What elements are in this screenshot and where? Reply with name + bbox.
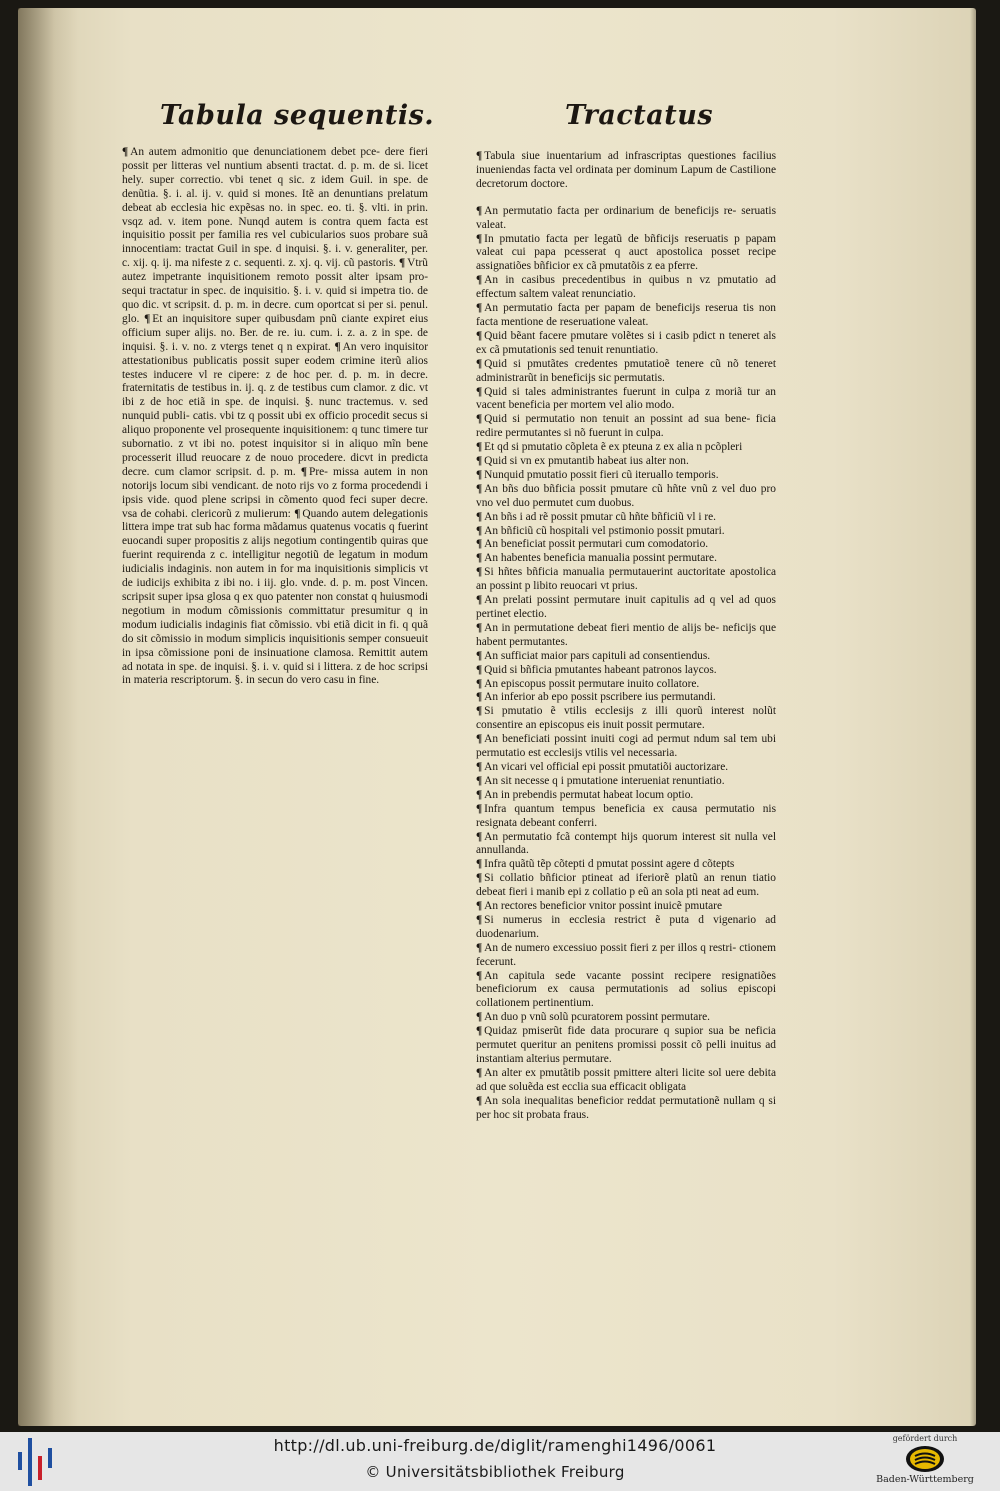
paragraph-mark: ¶: [476, 1011, 483, 1024]
paragraph-mark: ¶: [476, 1066, 483, 1079]
viewer-footer: [0, 1432, 1000, 1491]
question-entry: ¶ Quid si pmutãtes credentes pmutatioẽ tenere cũ nõ teneret administrarũt in beneficijs sic permutatis.: [476, 357, 776, 384]
page-gutter-shadow: [18, 8, 78, 1426]
question-entry: ¶ An vicari vel official epi possit pmutatiõi auctorizare.: [476, 760, 729, 773]
question-entry: ¶ Si pmutatio ẽ vtilis ecclesijs z illi quorũ interest nolũt consentire an episcopus eis inuit possit permutare.: [476, 705, 776, 732]
paragraph-mark: ¶: [476, 594, 483, 607]
paragraph-mark: ¶: [476, 649, 483, 662]
question-entry: ¶ Et qd si pmutatio cõpleta ẽ ex pteuna z ex alia n pcõpleri: [476, 441, 743, 454]
paragraph-mark: ¶: [476, 329, 483, 342]
paragraph-mark: ¶: [476, 566, 483, 579]
question-entry: ¶ An beneficiat possit permutari cum comodatorio.: [476, 538, 709, 551]
question-entry: ¶ Quid si tales administrantes fuerunt in culpa z moriã tur an vacent beneficia per mortem vel alio modo.: [476, 385, 776, 412]
question-entry: ¶ An de numero excessiuo possit fieri z per illos q restri- ctionem fecerunt.: [476, 941, 776, 968]
running-head-right: Tractatus: [565, 100, 714, 131]
paragraph-mark: ¶: [476, 455, 483, 468]
paragraph-mark: ¶: [476, 385, 483, 398]
paragraph-mark: ¶: [476, 1025, 483, 1038]
paragraph-mark: ¶: [476, 302, 483, 315]
question-entry: ¶ Quid si vn ex pmutantib habeat ius alter non.: [476, 455, 689, 468]
paragraph-mark: ¶: [476, 413, 483, 426]
table-intro: ¶ Tabula siue inuentarium ad infrascriptas questiones facilius inueniendas facta vel ordinata per dominum Lapum de Castilione decretorum doctore.: [476, 150, 776, 190]
paragraph-mark: ¶: [476, 621, 483, 634]
running-head-left: Tabula sequentis.: [160, 100, 435, 131]
paragraph-mark: ¶: [476, 357, 483, 370]
question-entry: ¶ Quid si bñficia pmutantes habeant patronos laycos.: [476, 663, 717, 676]
paragraph-mark: ¶: [476, 705, 483, 718]
question-entry: ¶ An in permutatione debeat fieri mentio de alijs be- neficijs que habent permutantes.: [476, 621, 776, 648]
paragraph-mark: ¶: [476, 733, 483, 746]
funder-block: [860, 1434, 990, 1485]
copyright-notice: © Universitätsbibliothek Freiburg: [365, 1463, 625, 1481]
paragraph-mark: ¶: [476, 441, 483, 454]
paragraph-mark: ¶: [476, 760, 483, 773]
question-entry: ¶ Quid bẽant facere pmutare volẽtes si i casib pdict n teneret als ex cã pmutationis sed tenuit renuntiatio.: [476, 329, 776, 356]
paragraph-mark: ¶: [476, 913, 483, 926]
paragraph-mark: ¶: [476, 482, 483, 495]
paragraph-mark: ¶: [476, 872, 483, 885]
question-entry: ¶ Nunquid pmutatio possit fieri cũ iteruallo temporis.: [476, 468, 719, 481]
question-entry: ¶ An alter ex pmutãtib possit pmittere alteri licite sol uere debita ad que soluẽda est ecclia sua efficacit obligata: [476, 1066, 776, 1093]
paragraph-mark: ¶: [122, 146, 129, 158]
page-edge-shadow: [970, 8, 976, 1426]
question-entry: ¶ An bñs i ad rẽ possit pmutar cũ hñte bñficiũ vl i re.: [476, 510, 717, 523]
paragraph-mark: ¶: [144, 312, 151, 325]
question-entry: ¶ An sufficiat maior pars capituli ad consentiendus.: [476, 649, 711, 662]
paragraph-mark: ¶: [476, 204, 483, 217]
paragraph-mark: ¶: [476, 858, 483, 871]
question-entry: ¶ In pmutatio facta per legatũ de bñficijs reseruatis p papam valeat cui papa pcesserat q auct apostolica posset recipe assignatiões bñficior ex cã pmutatõis z ea pferre.: [476, 232, 776, 273]
permalink-url[interactable]: http://dl.ub.uni-freiburg.de/diglit/ramenghi1496/0061: [273, 1436, 717, 1455]
question-entry: ¶ Si hñtes bñficia manualia permutauerint auctoritate apostolica an possint p libito reuocari vt prius.: [476, 566, 776, 593]
spacer: [476, 192, 776, 205]
question-entry: ¶ An habentes beneficia manualia possint permutare.: [476, 552, 717, 565]
question-entry: ¶ Quidaz pmiserũt fide data procurare q supior sua be neficia permutet queritur an penitens promissi possit cõ pelli inuitus ad instantiam alterius permutare.: [476, 1025, 776, 1065]
paragraph-mark: ¶: [476, 468, 483, 481]
paragraph-mark: ¶: [476, 677, 483, 690]
question-entry: ¶ An in casibus precedentibus in quibus n vz pmutatio ad effectum saltem valeat renunciatio.: [476, 274, 776, 301]
paragraph-mark: ¶: [300, 465, 307, 478]
text-paragraph: ¶ An autem admonitio que denunciationem debet pce- dere fieri possit per litteras vel nuntium absenti tractat. d. p. m. de si. licet hely. super correctio. vbi tenet q sic. z idem Guil. in spe. de denũtia. §. i. al. ij. v. quid si mones. Itẽ an denuntians prelatum debeat ab ecclesia hic expẽsas no. in spec. eo. ti. §. vlti. in prin. vsqz ad. v. item pone. Nunqd autem is contra quem facta est inquisitio possit per familia res vel cubicularios suos probare suã innocentiam: tractat Guil in spe. d inquisi. §. i. v. generaliter, per. c. xij. q. ij. ma nifeste z c. sequenti. z. xj. q. vij. cũ pastoris. ¶ Vtrũ autez impetrante inquisitionem remoto possit alter ipsam pro- sequi tractatur in spec. de inquisitio. §. i. v. quid si impetra tio. de quo dic. vt scripsit. d. p. m. in decre. cum oportcat si per si. penul. glo. ¶ Et an inquisitore super quibusdam pnũ ciante expiret eius officium super alijs. no. Ber. de re. iu. cum. i. z. a. z in spe. de inquisi. §. i. v. no. z vtergs tenet q n expirat. ¶ An vero inquisitor attestationibus publicatis possit super eodem crimine iterũ alios testes inducere vl re cipere: z de hoc per. d. p. m. in decre. fraternitatis de testibus in. ij. q. z de testibus cum clamor. z dic. vt ibi z de hoc etiã in spe. de inquisi. §. nunc tractemus. v. sed nunquid publi- catis. vbi tz q possit ubi ex officio procedit secus si aliquo proponente vel prosequente inquisitionem: q tunc timere tur subornatio. z vt ibi no. potest inquisitor si in aliquo mĩn bene processerit illud reuocare z de nouo procedere. dicvt in predicta decre. cum clamor scripsit. d. p. m. ¶ Pre- missa autem in non notorijs locum sibi vendicant. de noto rijs vo z forma procedendi i ipsis vide. quod plene scripsi in cõmento quod feci super decre. vsa de cohabi. clericorũ z mulierum: ¶ Quando autem delegationis littera impe trat sub hac forma mãdamus quatenus vocatis q fuerint euocandi super propositis z alijs negotium contingentib quiras que fuerint requirenda z c. intelligitur negotiũ de legatum in modum iudicialis indaginis. non autem in for ma inquisitionis simplicis vt de iudicijs exhibita z ibi no. i iij. glo. vnde. d. p. m. post Vincen. scripsit super ipsa glosa q ex quo patenter non constat q huiusmodi negotium in modum cõmissionis committatur presumitur q in modum iudicialis indaginis fiat cõmissio. vbi etiã dicit in fi. q quã do sit cõmissio in modum simplicis inquisitionis semper consueuit in ipsa cõmissione poni de insinuatione clamosa. Remittit autem ad notata in spe. de inquisi. §. i. v. quid si i littera. z de hoc scripsi in materia rescriptorum. §. in secun do vero casu in fine.: [122, 146, 428, 687]
question-entry: ¶ Si collatio bñficior ptineat ad iferiorẽ platũ an renun tiatio debeat fieri i manib epi z collatio p eũ an sola pti neat ad eum.: [476, 872, 776, 899]
state-coat-of-arms-icon: [905, 1445, 945, 1473]
question-entry: ¶ Si numerus in ecclesia restrict ẽ puta d vigenario ad duodenarium.: [476, 913, 776, 940]
paragraph-mark: ¶: [476, 941, 483, 954]
paragraph-mark: ¶: [476, 538, 483, 551]
question-entry: ¶ An permutatio facta per papam de beneficijs reserua tis non facta mentione de reseruatione valeat.: [476, 302, 776, 328]
paragraph-mark: ¶: [476, 802, 483, 815]
question-entry: ¶ An rectores beneficior vnitor possint inuicẽ pmutare: [476, 900, 723, 913]
question-entry: ¶ An bñs duo bñficia possit pmutare cũ hñte vnũ z vel duo pro vno vel duo permutet cum duobus.: [476, 482, 776, 509]
question-entry: ¶ An duo p vnũ solũ pcuratorem possint permutare.: [476, 1011, 711, 1024]
paragraph-mark: ¶: [476, 663, 483, 676]
paragraph-mark: ¶: [294, 507, 301, 520]
question-entry: ¶ An episcopus possit permutare inuito collatore.: [476, 677, 700, 690]
question-entry: ¶ Infra quãtũ tẽp cõtepti d pmutat possint agere d cõtepts: [476, 858, 735, 871]
paragraph-mark: ¶: [476, 274, 483, 287]
paragraph-mark: ¶: [476, 1094, 483, 1107]
question-list: [476, 205, 776, 1123]
paragraph-mark: ¶: [476, 232, 483, 245]
left-text-column: [122, 146, 428, 688]
question-entry: ¶ Quid si permutatio non tenuit an possint ad sua bene- ficia redire permutantes si nõ fuerunt in culpa.: [476, 413, 776, 440]
paragraph-mark: ¶: [476, 691, 483, 704]
paragraph-mark: ¶: [476, 900, 483, 913]
question-entry: ¶ An sit necesse q i pmutatione interueniat renuntiatio.: [476, 774, 725, 787]
question-entry: ¶ An permutatio fcã contempt hijs quorum interest sit nulla vel annullanda.: [476, 830, 776, 857]
question-entry: ¶ An beneficiati possint inuiti cogi ad permut ndum sal tem ubi permutatio est ecclesijs vtilis vel necessaria.: [476, 733, 776, 760]
paragraph-mark: ¶: [476, 774, 483, 787]
paragraph-mark: ¶: [334, 340, 341, 353]
paragraph-mark: ¶: [398, 257, 406, 270]
question-entry: ¶ An bñficiũ cũ hospitali vel pstimonio possit pmutari.: [476, 524, 725, 537]
paragraph-mark: ¶: [476, 788, 483, 801]
question-entry: ¶ An in prebendis permutat habeat locum optio.: [476, 788, 694, 801]
question-entry: ¶ Infra quantum tempus beneficia ex causa permutatio nis resignata debeant conferri.: [476, 802, 776, 829]
question-entry: ¶ An inferior ab epo possit pscribere ius permutandi.: [476, 691, 716, 704]
paragraph-mark: ¶: [476, 510, 483, 523]
paragraph-mark: ¶: [476, 524, 483, 537]
paragraph-mark: ¶: [476, 969, 483, 982]
funded-by-label: gefördert durch: [892, 1434, 958, 1443]
question-entry: ¶ An capitula sede vacante possint recipere resignatiões beneficiorum ex causa permutationis ad solius episcopi collationem pertinentium.: [476, 969, 776, 1010]
question-entry: ¶ An prelati possint permutare inuit capitulis ad q vel ad quos pertinet electio.: [476, 594, 776, 620]
paragraph-mark: ¶: [476, 150, 483, 162]
state-name: Baden-Württemberg: [876, 1474, 974, 1485]
question-entry: ¶ An permutatio facta per ordinarium de beneficijs re- seruatis valeat.: [476, 204, 776, 231]
right-text-column: [476, 150, 776, 1123]
question-entry: ¶ An sola inequalitas beneficior reddat permutationẽ nullam q si per hoc sit probata fraus.: [476, 1094, 776, 1121]
paragraph-mark: ¶: [476, 830, 483, 843]
paragraph-mark: ¶: [476, 552, 483, 565]
